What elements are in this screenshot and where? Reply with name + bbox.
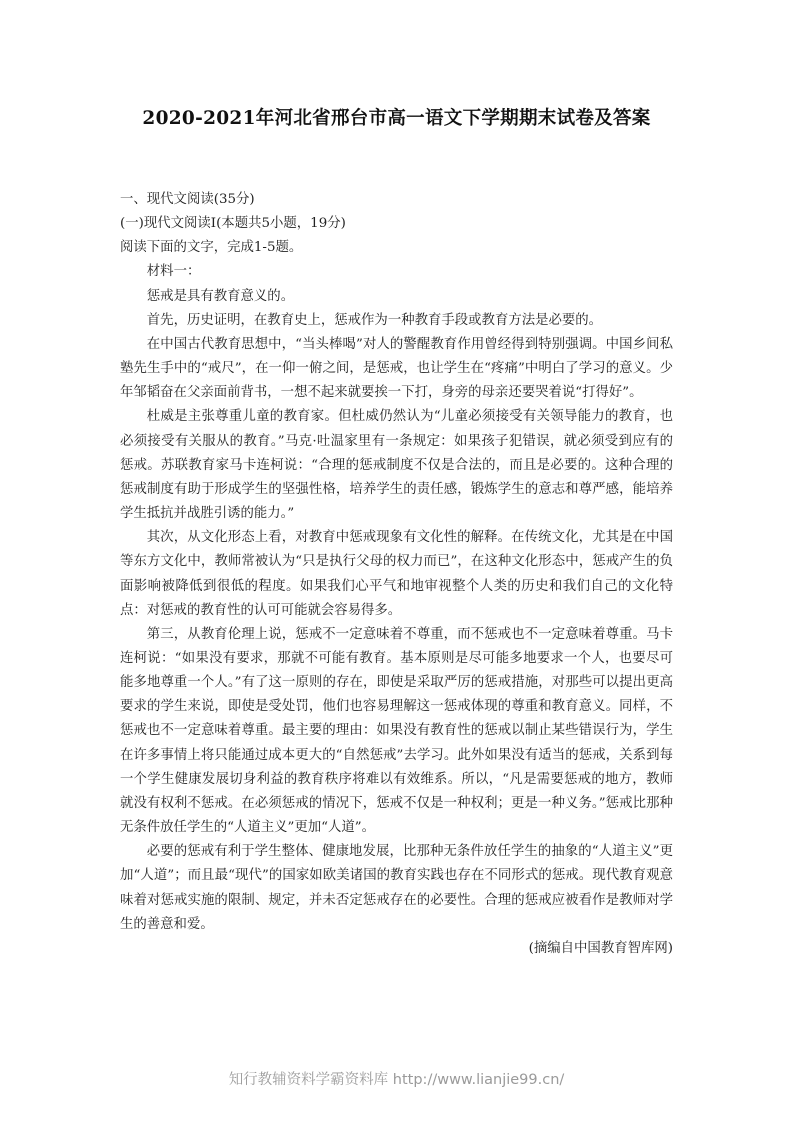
paragraph: 惩戒是具有教育意义的。 [146, 288, 295, 304]
paragraph: 首先，历史证明，在教育史上，惩戒作为一种教育手段或教育方法是必要的。 [146, 312, 603, 328]
paragraph: 必要的惩戒有利于学生整体、健康地发展，比那种无条件放任学生的抽象的“人道主义”更加“人道”；而且最“现代”的国家如欧美诸国的教育实践也存在不同形式的惩戒。现代教育观意味着对惩戒实施的限制、规定，并未否定惩戒存在的必要性。合理的惩戒应被看作是教师对学生的善意和爱。 [120, 844, 673, 932]
document-title: 2020-2021年河北省邢台市高一语文下学期期末试卷及答案 [142, 108, 651, 129]
source-citation: (摘编自中国教育智库网) [528, 940, 673, 956]
footer-watermark-text: 知行教辅资料学霸资料库 http://www.lianjie99.cn/ [228, 1072, 565, 1088]
subsection-heading: (一)现代文阅读Ⅰ(本题共5小题，19分) [120, 216, 346, 232]
paragraph: 在中国古代教育思想中，“当头棒喝”对人的警醒教育作用曾经得到特别强调。中国乡间私塾先生手中的“戒尺”，在一仰一俯之间，是惩戒，也让学生在“疼痛”中明白了学习的意义。少年邹韬奋在父亲面前背书，一想不起来就要挨一下打，身旁的母亲还要哭着说“打得好”。 [120, 336, 673, 401]
document-body [120, 188, 673, 961]
paragraph: 杜威是主张尊重儿童的教育家。但杜威仍然认为“儿童必须接受有关领导能力的教育，也必须接受有关服从的教育。”马克·吐温家里有一条规定：如果孩子犯错误，就必须受到应有的惩戒。苏联教育家马卡连柯说：“合理的惩戒制度不仅是合法的，而且是必要的。这种合理的惩戒制度有助于形成学生的坚强性格，培养学生的责任感，锻炼学生的意志和尊严感，能培养学生抵抗并战胜引诱的能力。” [120, 409, 673, 522]
reading-instruction: 阅读下面的文字，完成1-5题。 [120, 240, 303, 256]
paragraph: 其次，从文化形态上看，对教育中惩戒现象有文化性的解释。在传统文化，尤其是在中国等东方文化中，教师常被认为“只是执行父母的权力而已”，在这种文化形态中，惩戒产生的负面影响被降低到很低的程度。如果我们心平气和地审视整个人类的历史和我们自己的文化特点：对惩戒的教育性的认可可能就会容易得多。 [120, 530, 673, 618]
material-label: 材料一： [146, 264, 201, 280]
paragraph: 第三，从教育伦理上说，惩戒不一定意味着不尊重，而不惩戒也不一定意味着尊重。马卡连柯说：“如果没有要求，那就不可能有教育。基本原则是尽可能多地要求一个人，也要尽可能多地尊重一个人。”有了这一原则的存在，即使是采取严厉的惩戒措施，对那些可以提出更高要求的学生来说，即使是受处罚，他们也容易理解这一惩戒体现的尊重和教育意义。同样，不惩戒也不一定意味着尊重。最主要的理由：如果没有教育性的惩戒以制止某些错误行为，学生在许多事情上将只能通过成本更大的“自然惩戒”去学习。此外如果没有适当的惩戒，关系到每一个学生健康发展切身利益的教育秩序将难以有效维系。所以，“凡是需要惩戒的地方，教师就没有权利不惩戒。在必须惩戒的情况下，惩戒不仅是一种权利；更是一种义务。”惩戒比那种无条件放任学生的“人道主义”更加“人道”。 [120, 626, 673, 836]
section-heading: 一、现代文阅读(35分) [120, 192, 255, 207]
